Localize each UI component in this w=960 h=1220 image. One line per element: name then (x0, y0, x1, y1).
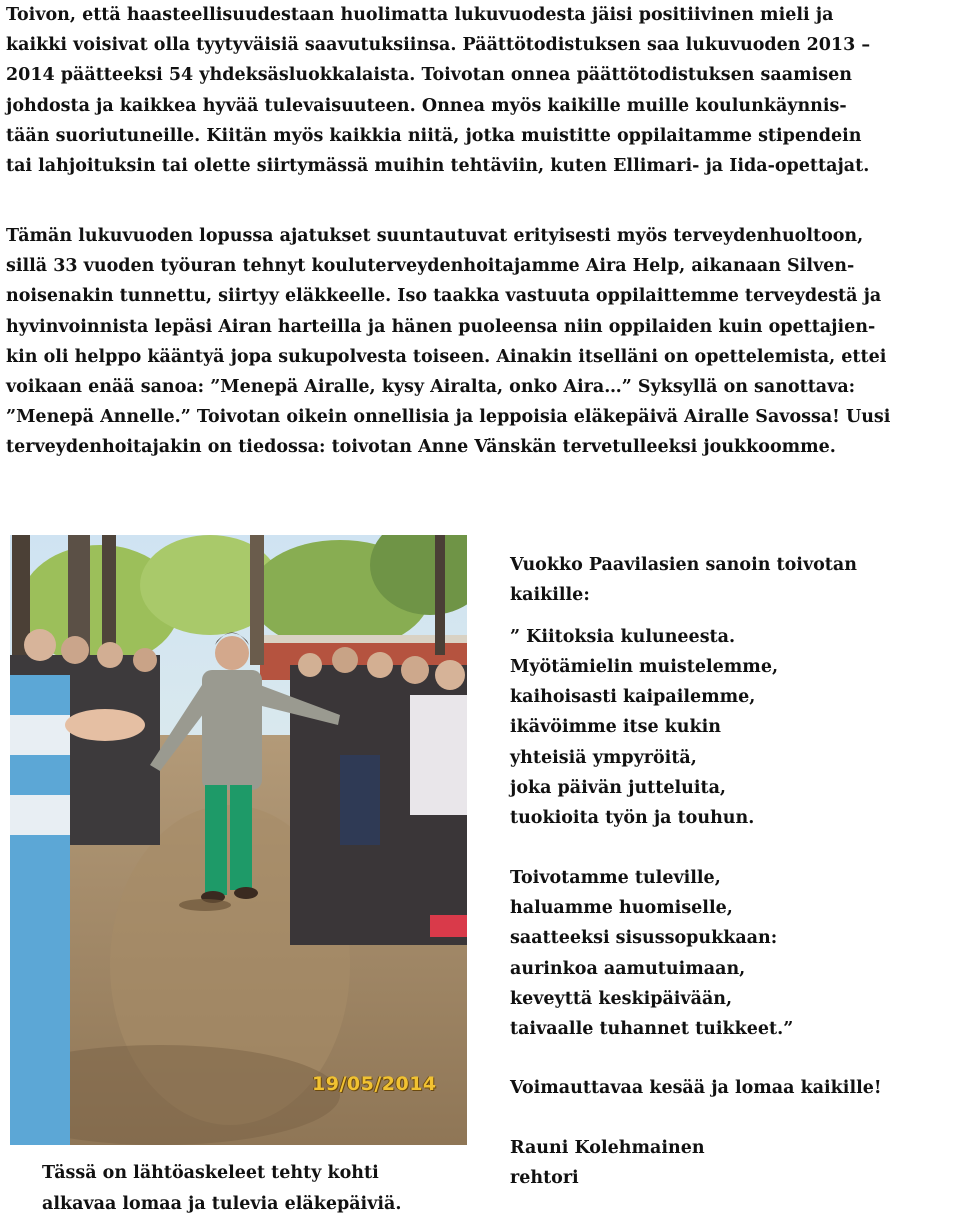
poem-line: joka päivän jutteluita, (510, 778, 726, 799)
signature-title: rehtori (510, 1168, 579, 1189)
poem-line: yhteisiä ympyröitä, (510, 747, 697, 768)
caption-line: alkavaa lomaa ja tulevia eläkepäiviä. (42, 1194, 402, 1214)
intro-line: Vuokko Paavilasien sanoin toivotan (510, 555, 857, 575)
text-line: terveydenhoitajakin on tiedossa: toivotan Anne Vänskän tervetulleeksi joukkoomme. (6, 437, 836, 458)
text-line: tai lahjoituksin tai olette siirtymässä muihin tehtäviin, kuten Ellimari- ja Iida-opettajat. (6, 155, 870, 176)
poem-line: kaihoisasti kaipailemme, (510, 687, 756, 708)
poem-line: taivaalle tuhannet tuikkeet.” (510, 1019, 794, 1040)
photo-date-stamp: 19/05/2014 (312, 1073, 437, 1095)
text-line: 2014 päätteeksi 54 yhdeksäsluokkalaista. Toivotan onnea päättötodistuksen saamisen (6, 65, 852, 86)
text-line: hyvinvoinnista lepäsi Airan harteilla ja hänen puoleensa niin oppilaiden kuin opettajien- (6, 316, 876, 337)
poem-line: Myötämielin muistelemme, (510, 656, 779, 677)
poem-line: ikävöimme itse kukin (510, 717, 722, 738)
text-line: johdosta ja kaikkea hyvää tulevaisuuteen. Onnea myös kaikille muille koulunkäynnis- (6, 95, 847, 116)
text-line: ”Menepä Annelle.” Toivotan oikein onnellisia ja leppoisia eläkepäivä Airalle Savossa! Uusi (6, 407, 891, 428)
text-line: kin oli helppo kääntyä jopa sukupolvesta toiseen. Ainakin itselläni on opettelemista, ettei (6, 346, 887, 367)
poem-stanza-1 (510, 622, 950, 834)
summer-wish: Voimauttavaa kesää ja lomaa kaikille! (510, 1078, 882, 1099)
paragraph-thanks (6, 0, 958, 181)
text-line: Tämän lukuvuoden lopussa ajatukset suuntautuvat erityisesti myös terveydenhuoltoon, (6, 226, 864, 246)
poem-line: keveyttä keskipäivään, (510, 988, 733, 1009)
caption-line: Tässä on lähtöaskeleet tehty kohti (42, 1163, 379, 1183)
farewell-photo (10, 535, 467, 1145)
text-line: kaikki voisivat olla tyytyväisiä saavutuksiinsa. Päättötodistuksen saa lukuvuoden 2013 – (6, 35, 871, 56)
greeting-column (510, 550, 950, 1193)
poem-line: Toivotamme tuleville, (510, 867, 721, 888)
text-line: Toivon, että haasteellisuudestaan huolimatta lukuvuodesta jäisi positiivinen mieli ja (6, 5, 834, 25)
poem-line: tuokioita työn ja touhun. (510, 808, 755, 829)
signature-name: Rauni Kolehmainen (510, 1137, 705, 1158)
poem-line: aurinkoa aamutuimaan, (510, 958, 746, 979)
intro-line: kaikille: (510, 585, 590, 606)
photo-caption (42, 1158, 462, 1220)
text-line: voikaan enää sanoa: ”Menepä Airalle, kysy Airalta, onko Aira…” Syksyllä on sanottava: (6, 376, 856, 397)
text-line: noisenakin tunnettu, siirtyy eläkkeelle. Iso taakka vastuuta oppilaittemme terveydestä ja (6, 286, 882, 307)
poem-line: haluamme huomiselle, (510, 897, 733, 918)
poem-stanza-2 (510, 863, 950, 1045)
text-line: tään suoriutuneille. Kiitän myös kaikkia niitä, jotka muistitte oppilaitamme stipendein (6, 125, 862, 146)
poem-line: saatteeksi sisussopukkaan: (510, 928, 778, 949)
text-line: sillä 33 vuoden työuran tehnyt kouluterveydenhoitajamme Aira Help, aikanaan Silven- (6, 256, 855, 277)
paragraph-health-care (6, 221, 958, 463)
poem-line: ” Kiitoksia kuluneesta. (510, 626, 736, 647)
